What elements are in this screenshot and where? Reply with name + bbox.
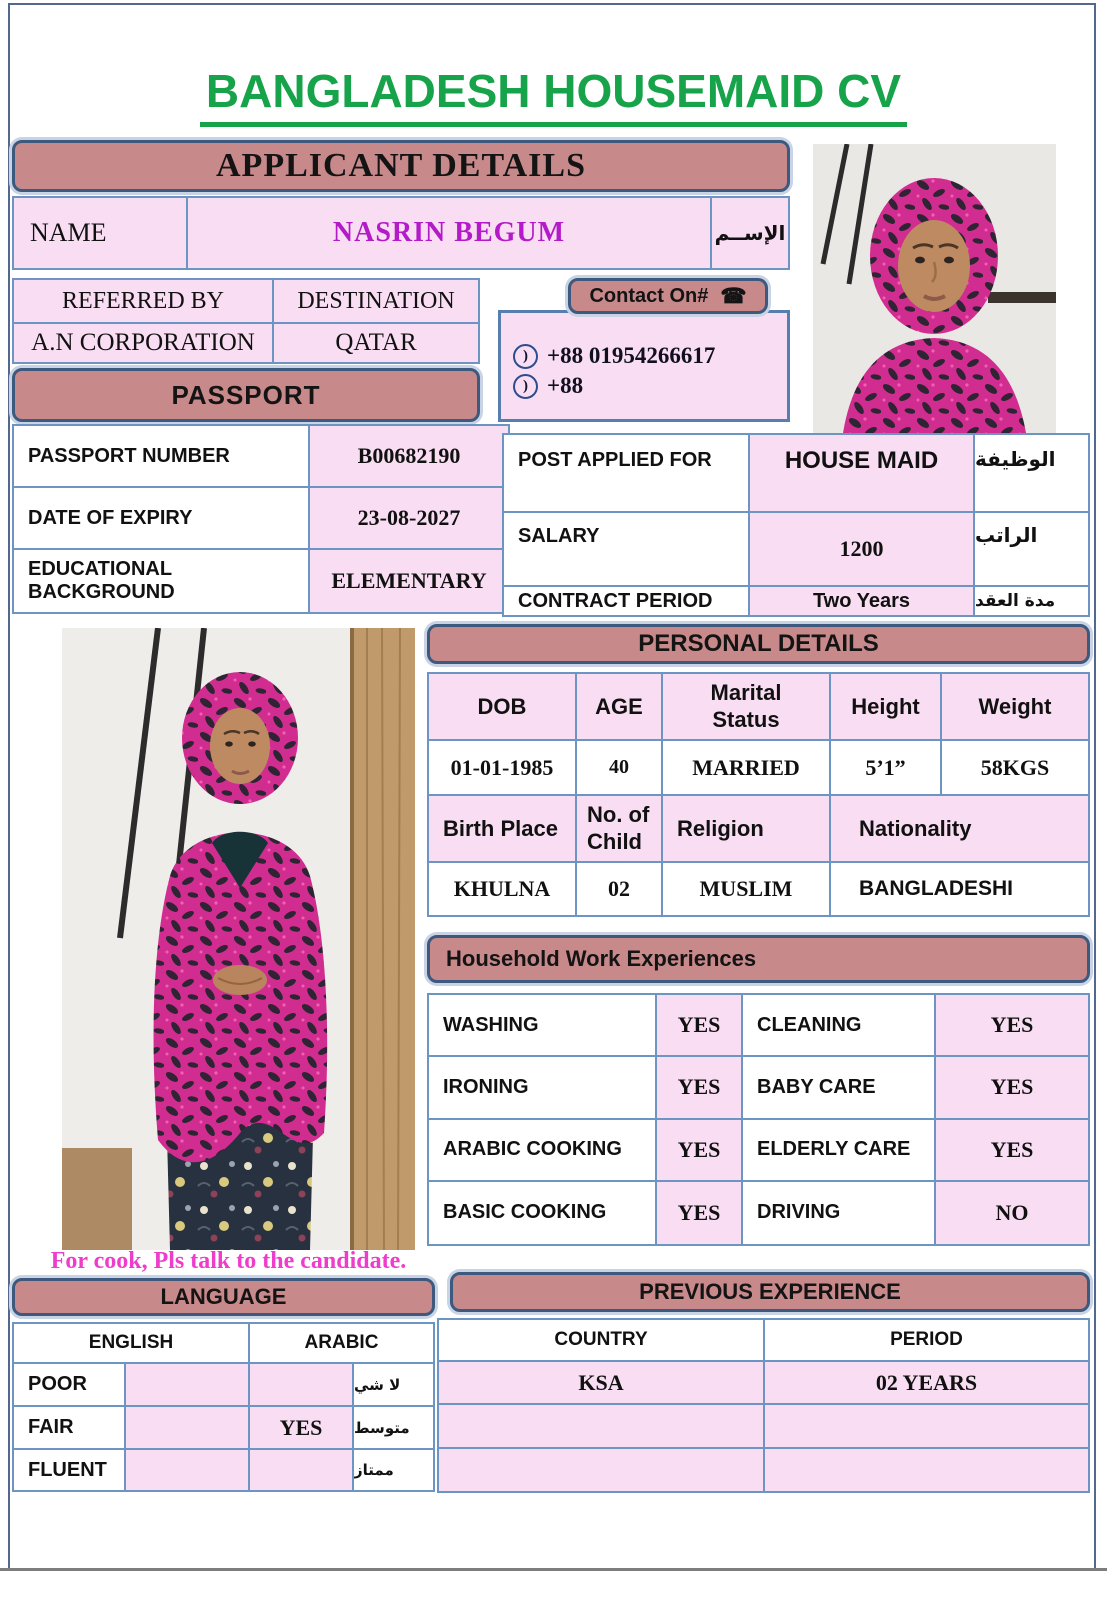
fluent-arabic-value — [250, 1450, 354, 1490]
salary-label: SALARY — [504, 513, 750, 587]
language-title: LANGUAGE — [160, 1284, 287, 1309]
applicant-fullbody-photo — [62, 628, 415, 1250]
marital-status-value: MARRIED — [663, 741, 831, 796]
dob-value: 01-01-1985 — [429, 741, 577, 796]
marital-status-header: Marital Status — [663, 674, 831, 741]
salary-value: 1200 — [750, 513, 975, 587]
personal-details-title: PERSONAL DETAILS — [638, 630, 879, 657]
nationality-header: Nationality — [831, 796, 1088, 863]
referral-table — [12, 278, 480, 364]
driving-label: DRIVING — [743, 1182, 936, 1244]
baby-care-label: BABY CARE — [743, 1057, 936, 1119]
page-bottom-divider — [0, 1568, 1107, 1571]
arabic-cooking-label: ARABIC COOKING — [429, 1120, 657, 1182]
religion-value: MUSLIM — [663, 863, 831, 915]
contact-on-badge — [568, 278, 768, 314]
referred-by-header: REFERRED BY — [14, 280, 274, 324]
applicant-details-title: APPLICANT DETAILS — [216, 147, 586, 184]
poor-arabic-label: لا شي — [354, 1364, 433, 1407]
work-experiences-title: Household Work Experiences — [446, 946, 757, 971]
section-header-passport — [12, 368, 480, 422]
washing-value: YES — [657, 995, 743, 1057]
age-header: AGE — [577, 674, 663, 741]
period-column-header: PERIOD — [765, 1320, 1088, 1362]
contract-period-label: CONTRACT PERIOD — [504, 587, 750, 615]
applicant-headshot-photo — [813, 144, 1056, 433]
poor-label: POOR — [14, 1364, 126, 1407]
post-applied-label: POST APPLIED FOR — [504, 435, 750, 513]
name-row — [12, 196, 790, 270]
height-value: 5’1” — [831, 741, 942, 796]
driving-value: NO — [936, 1182, 1088, 1244]
passport-number-value: B00682190 — [310, 426, 508, 488]
post-applied-table — [502, 433, 1090, 617]
section-header-previous-experience — [450, 1272, 1090, 1312]
post-applied-arabic: الوظيفة — [975, 435, 1088, 513]
experience-country-1: KSA — [439, 1362, 765, 1405]
arabic-cooking-value: YES — [657, 1120, 743, 1182]
cleaning-value: YES — [936, 995, 1088, 1057]
religion-header: Religion — [663, 796, 831, 863]
fair-label: FAIR — [14, 1407, 126, 1450]
contact-number-2 — [513, 373, 787, 399]
contact-number-2-text: +88 — [547, 373, 584, 398]
referred-by-value: A.N CORPORATION — [14, 324, 274, 362]
birth-place-header: Birth Place — [429, 796, 577, 863]
name-label-arabic: الإســم — [712, 198, 788, 268]
cook-note-caption: For cook, Pls talk to the candidate. — [50, 1248, 407, 1274]
date-of-expiry-label: DATE OF EXPIRY — [14, 488, 310, 550]
weight-value: 58KGS — [942, 741, 1088, 796]
birth-place-value: KHULNA — [429, 863, 577, 915]
dob-header: DOB — [429, 674, 577, 741]
experience-period-1: 02 YEARS — [765, 1362, 1088, 1405]
page-title-text: BANGLADESH HOUSEMAID CV — [200, 64, 907, 127]
section-header-personal-details — [427, 624, 1090, 664]
age-value: 40 — [577, 741, 663, 796]
english-column-header: ENGLISH — [14, 1324, 250, 1364]
basic-cooking-label: BASIC COOKING — [429, 1182, 657, 1244]
work-experiences-table — [427, 993, 1090, 1246]
passport-number-label: PASSPORT NUMBER — [14, 426, 310, 488]
cleaning-label: CLEANING — [743, 995, 936, 1057]
poor-english-value — [126, 1364, 250, 1407]
arabic-column-header: ARABIC — [250, 1324, 433, 1364]
elderly-care-value: YES — [936, 1120, 1088, 1182]
elderly-care-label: ELDERLY CARE — [743, 1120, 936, 1182]
name-label: NAME — [14, 198, 188, 268]
contract-period-arabic: مدة العقد — [975, 587, 1088, 615]
previous-experience-title: PREVIOUS EXPERIENCE — [639, 1279, 901, 1304]
fair-arabic-value: YES — [250, 1407, 354, 1450]
fluent-arabic-label: ممتاز — [354, 1450, 433, 1490]
contact-number-1-text: +88 01954266617 — [547, 343, 716, 368]
weight-header: Weight — [942, 674, 1088, 741]
fair-english-value — [126, 1407, 250, 1450]
contact-box — [498, 310, 790, 422]
contract-period-value: Two Years — [750, 587, 975, 615]
nationality-value: BANGLADESHI — [831, 863, 1088, 915]
no-of-child-value: 02 — [577, 863, 663, 915]
salary-arabic: الراتب — [975, 513, 1088, 587]
page-title — [0, 64, 1107, 127]
poor-arabic-value — [250, 1364, 354, 1407]
washing-label: WASHING — [429, 995, 657, 1057]
contact-number-1 — [513, 343, 787, 369]
fluent-label: FLUENT — [14, 1450, 126, 1490]
post-applied-value: HOUSE MAID — [750, 435, 975, 513]
passport-table — [12, 424, 510, 614]
telephone-icon: ☎ — [720, 284, 747, 308]
no-of-child-header: No. of Child — [577, 796, 663, 863]
contact-on-label: Contact On# — [589, 284, 709, 307]
date-of-expiry-value: 23-08-2027 — [310, 488, 508, 550]
personal-details-table — [427, 672, 1090, 917]
fair-arabic-label: متوسط — [354, 1407, 433, 1450]
country-column-header: COUNTRY — [439, 1320, 765, 1362]
baby-care-value: YES — [936, 1057, 1088, 1119]
height-header: Height — [831, 674, 942, 741]
basic-cooking-value: YES — [657, 1182, 743, 1244]
phone-line-icon: ) — [513, 374, 538, 399]
section-header-applicant-details — [12, 140, 790, 192]
ironing-label: IRONING — [429, 1057, 657, 1119]
passport-title: PASSPORT — [171, 379, 321, 410]
name-value: NASRIN BEGUM — [188, 198, 712, 268]
fluent-english-value — [126, 1450, 250, 1490]
educational-background-value: ELEMENTARY — [310, 550, 508, 612]
experience-period-3 — [765, 1449, 1088, 1491]
phone-line-icon: ) — [513, 344, 538, 369]
experience-country-2 — [439, 1405, 765, 1449]
educational-background-label: EDUCATIONAL BACKGROUND — [14, 550, 310, 612]
section-header-work-experiences — [427, 935, 1090, 983]
ironing-value: YES — [657, 1057, 743, 1119]
previous-experience-table — [437, 1318, 1090, 1493]
section-header-language — [12, 1278, 435, 1316]
destination-header: DESTINATION — [274, 280, 478, 324]
experience-country-3 — [439, 1449, 765, 1491]
experience-period-2 — [765, 1405, 1088, 1449]
destination-value: QATAR — [274, 324, 478, 362]
language-table — [12, 1322, 435, 1492]
